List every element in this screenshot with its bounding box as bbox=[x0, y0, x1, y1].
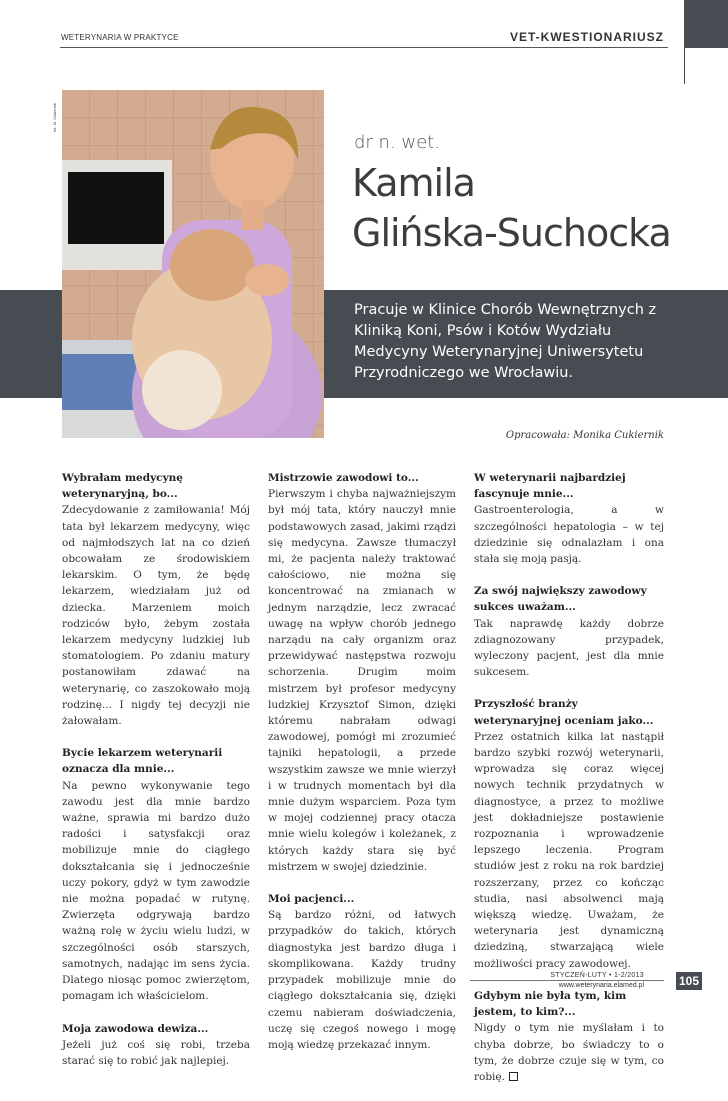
answer-paragraph bbox=[474, 1020, 664, 1085]
question-heading: Wybrałam medycynę weterynaryjną, bo... bbox=[62, 472, 183, 501]
answer-text: Przez ostatnich kilka lat nastąpił bardzo szybki rozwój weterynarii, wprowadza się coraz więcej nowych technik przydatnych w diagnostyce, a przez to możliwe jest dokładniejsze postawienie rozpoznania i wprowadzenie lepszego leczenia. Program studiów jest z roku na rok bardziej rozszerzany, przez co kończąc studia, nasi absolwenci mają większą wiedzę. Uważam, że weterynaria jest dynamiczną dziedziną, stwarzającą wiele możliwości pracy zawodowej. bbox=[474, 730, 664, 970]
corner-rule bbox=[684, 48, 685, 84]
answer-text: Tak naprawdę każdy dobrze zdiagnozowany przypadek, wyleczony pacjent, jest dla mnie sukcesem. bbox=[474, 617, 664, 679]
answer-text: Są bardzo różni, od łatwych przypadków do takich, których diagnostyka jest bardzo długa i skomplikowana. Każdy trudny przypadek mobilizuje mnie do ciągłego dokształcania się, dzięki czemu nabieram doświadczenia, uczę się czegoś nowego i mogę moją wiedzę przekazać innym. bbox=[268, 909, 456, 1051]
series-label: VET-KWESTIONARIUSZ bbox=[509, 30, 664, 44]
last-name: Glińska-Suchocka bbox=[352, 211, 671, 255]
intro-text: Pracuje w Klinice Chorób Wewnętrznych z Kliniką Koni, Psów i Kotów Wydziału Medycyny Weterynaryjnej Uniwersytetu Przyrodniczego we Wrocławiu. bbox=[354, 302, 657, 381]
answer-text: Gastroenterologia, a w szczególności hepatologia – w tej dziedzinie się odnalazłam i ona stała się moją pasją. bbox=[474, 504, 664, 566]
column-3 bbox=[474, 470, 664, 1101]
answer-text: Jeżeli już coś się robi, trzeba starać się to robić jak najlepiej. bbox=[62, 1038, 250, 1067]
answer-text: Nigdy o tym nie myślałam i to chyba dobrze, bo świadczy to o tym, że dobrze czuje się w tym, co robię. bbox=[474, 1022, 664, 1083]
page-number: 105 bbox=[676, 972, 702, 990]
question-heading: Moi pacjenci... bbox=[268, 893, 355, 906]
author-credit: Opracowała: Monika Cukiernik bbox=[505, 430, 664, 441]
end-mark-icon bbox=[509, 1072, 518, 1081]
question-heading: Za swój największy zawodowy sukces uważam... bbox=[474, 585, 647, 614]
question-heading: Mistrzowie zawodowi to... bbox=[268, 472, 419, 484]
person-name bbox=[352, 158, 671, 258]
corner-block bbox=[684, 0, 728, 48]
question-heading: W weterynarii najbardziej fascynuje mnie... bbox=[474, 472, 626, 501]
section-label: WETERYNARIA W PRAKTYCE bbox=[61, 33, 179, 42]
question-heading: Gdybym nie była tym, kim jestem, to kim?... bbox=[474, 989, 627, 1019]
answer-text: Zdecydowanie z zamiłowania! Mój tata był lekarzem medycyny, więc od najmłodszych lat na co dzień obcowałam ze środowiskiem lekarskim. O tym, że będę lekarzem, wiedziałam już od dziecka. Marzeniem moich rodziców było, żebym została lekarzem medycyny ludzkiej lub stomatologiem. Po zdaniu matury postanowiłam zdawać na weterynarię, co zaszokowało moją rodzinę... I nigdy tej decyzji nie żałowałam. bbox=[62, 504, 250, 728]
footer-rule bbox=[470, 980, 664, 981]
issue-date: STYCZEŃ-LUTY • 1-2/2013 bbox=[550, 972, 644, 979]
column-2 bbox=[268, 470, 456, 1069]
column-1 bbox=[62, 470, 250, 1085]
question-heading: Bycie lekarzem weterynarii oznacza dla mnie... bbox=[62, 747, 223, 776]
header-rule bbox=[60, 47, 668, 48]
answer-text: Pierwszym i chyba najważniejszym był mój tata, który nauczył mnie podstawowych zasad, jakimi rządzi się medycyna. Zawsze tłumaczył mi, że pacjenta należy traktować całościowo, nie można się koncentrować na zmianach w jednym narządzie, lecz zwracać uwagę na wpływ chorób jednego narządu na cały organizm oraz przewidywać następstwa rozwoju schorzenia. Drugim moim mistrzem był profesor medycyny ludzkiej Krzysztof Simon, dzięki któremu nabrałam odwagi zawodowej, pomógł mi zrozumieć tajniki hepatologii, a przede wszystkim zawsze we mnie wierzył i w trudnych momentach był dla mnie dużym wsparciem. Poza tym w mojej codziennej pracy otacza mnie wielu kolegów i koleżanek, z których każdy stara się być mistrzem w swojej dziedzinie. bbox=[268, 488, 456, 873]
first-name: Kamila bbox=[352, 161, 475, 205]
photo-credit: fot. M. Cukiernik bbox=[52, 103, 57, 132]
question-heading: Moja zawodowa dewiza... bbox=[62, 1022, 209, 1035]
academic-title: dr n. wet. bbox=[354, 132, 440, 153]
website-url: www.weterynaria.elamed.pl bbox=[558, 982, 644, 989]
portrait-photo bbox=[62, 90, 324, 438]
answer-text: Na pewno wykonywanie tego zawodu jest dla mnie bardzo ważne, sprawia mi bardzo dużo radości i satysfakcji oraz mobilizuje mnie do ciągłego dokształcania się i jednocześnie uczy pokory, gdyż w tym zawodzie nie można popadać w rutynę. Zwierzęta odgrywają bardzo ważną rolę w życiu wielu ludzi, w szczególności osób starszych, samotnych, nadając im sens życia. Dlatego niosąc pomoc zwierzętom, pomagam ich właścicielom. bbox=[62, 779, 250, 1003]
question-heading: Przyszłość branży weterynaryjnej oceniam jako... bbox=[474, 698, 654, 727]
